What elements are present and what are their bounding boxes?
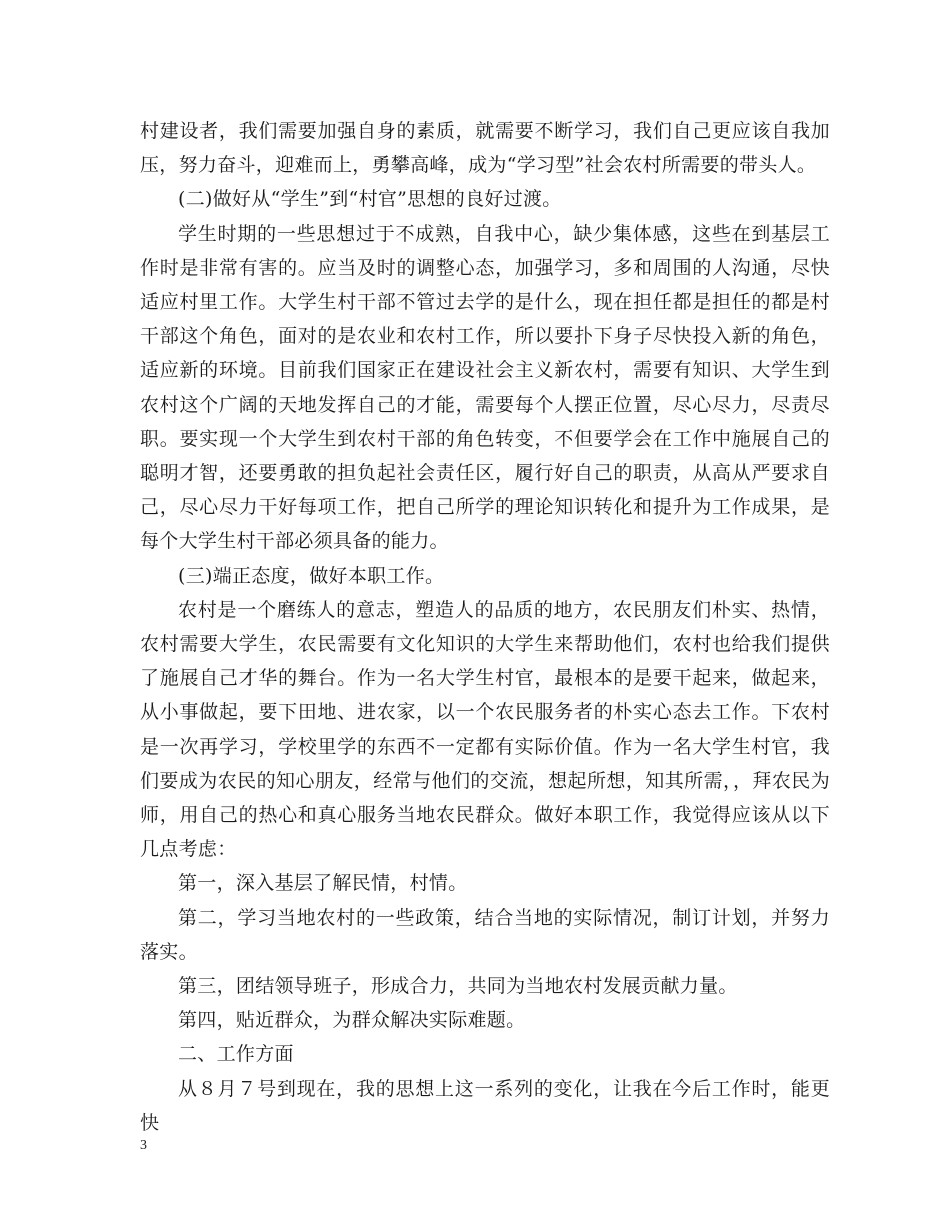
paragraph-work-intro: 从８月７号到现在，我的思想上这一系列的变化，让我在今后工作时，能更快: [140, 1077, 830, 1134]
paragraph-rural-work: 农村是一个磨练人的意志，塑造人的品质的地方，农民朋友们朴实、热情，农村需要大学生，农民需要有文化知识的大学生来帮助他们，农村也给我们提供了施展自己才华的舞台。作为一名大学生村官，最根本的是要干起来，做起来，从小事做起，要下田地、进农家，以一个农民服务者的朴实心态去工作。下农村是一次再学习，学校里学的东西不一定都有实际价值。作为一名大学生村官，我们要成为农民的知心朋友，经常与他们的交流，想起所想，知其所需，，拜农民为师，用自己的热心和真心服务当地农民群众。做好本职工作，我觉得应该从以下几点考虑：: [140, 598, 830, 861]
section-heading-transition: (二)做好从“学生”到“村官”思想的良好过渡。: [178, 188, 562, 211]
body-text: [140, 114, 830, 1140]
list-item-second: 第二，学习当地农村的一些政策，结合当地的实际情况，制订计划，并努力落实。: [140, 906, 830, 963]
list-item-first: 第一，深入基层了解民情，村情。: [178, 872, 468, 895]
paragraph-continuation: 村建设者，我们需要加强自身的素质，就需要不断学习，我们自己更应该自我加压，努力奋斗，迎难而上，勇攀高峰，成为“学习型”社会农村所需要的带头人。: [140, 120, 830, 177]
page-number: 3: [140, 1138, 147, 1153]
paragraph-student-mindset: 学生时期的一些思想过于不成熟，自我中心，缺少集体感，这些在到基层工作时是非常有害的。应当及时的调整心态，加强学习，多和周围的人沟通，尽快适应村里工作。大学生村干部不管过去学的是什么，现在担任都是担任的都是村干部这个角色，面对的是农业和农村工作，所以要扑下身子尽快投入新的角色，适应新的环境。目前我们国家正在建设社会主义新农村，需要有知识、大学生到农村这个广阔的天地发挥自己的才能，需要每个人摆正位置，尽心尽力，尽责尽职。要实现一个大学生到农村干部的角色转变，不但要学会在工作中施展自己的聪明才智，还要勇敢的担负起社会责任区，履行好自己的职责，从高从严要求自己，尽心尽力干好每项工作，把自己所学的理论知识转化和提升为工作成果，是每个大学生村干部必须具备的能力。: [140, 222, 830, 553]
section-heading-work: 二、工作方面: [178, 1043, 294, 1066]
section-heading-attitude: (三)端正态度，做好本职工作。: [178, 564, 445, 587]
list-item-third: 第三，团结领导班子，形成合力，共同为当地农村发展贡献力量。: [178, 975, 738, 998]
list-item-fourth: 第四，贴近群众，为群众解决实际难题。: [178, 1009, 526, 1032]
